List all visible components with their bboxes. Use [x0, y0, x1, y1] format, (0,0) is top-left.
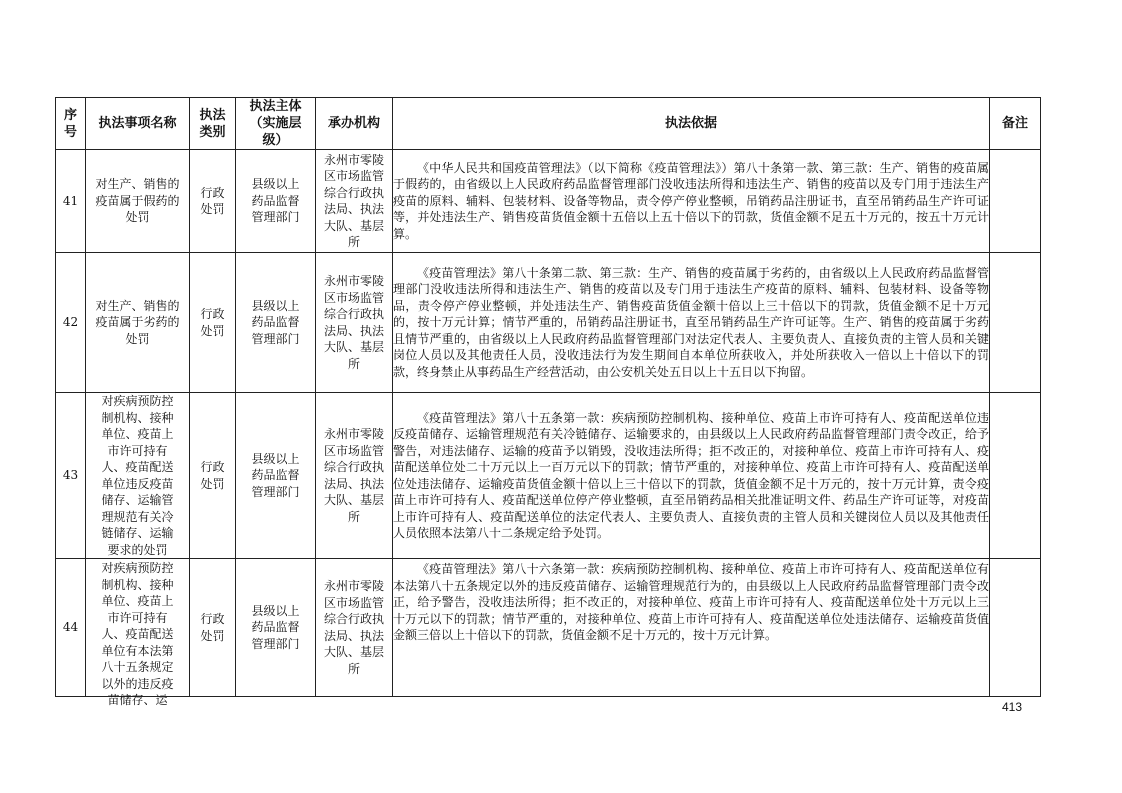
- row-subject: 县级以上药品监督管理部门: [236, 559, 316, 697]
- row-basis: 《疫苗管理法》第八十六条第一款：疾病预防控制机构、接种单位、疫苗上市许可持有人、疫苗配送单位有本法第八十五条规定以外的违反疫苗储存、运输管理规范行为的，由县级以上人民政府药品监督管理部门责令改正，给予警告，没收违法所得；拒不改正的，对接种单位、疫苗上市许可持有人、疫苗配送单位处十万元以上三十万元以下的罚款；情节严重的，对接种单位、疫苗上市许可持有人、疫苗配送单位处违法储存、运输疫苗货值金额三倍以上十倍以下的罚款，货值金额不足十万元的，按十万元计算。: [393, 559, 990, 697]
- row-subject: 县级以上药品监督管理部门: [236, 253, 316, 393]
- row-seq: 41: [56, 150, 86, 253]
- row-type: 行政处罚: [190, 559, 236, 697]
- row-seq: 44: [56, 559, 86, 697]
- row-agency: 永州市零陵区市场监管综合行政执法局、执法大队、基层所: [316, 150, 393, 253]
- row-agency: 永州市零陵区市场监管综合行政执法局、执法大队、基层所: [316, 253, 393, 393]
- row-name: 对疾病预防控制机构、接种单位、疫苗上市许可持有人、疫苗配送单位有本法第八十五条规定以外的违反疫苗储存、运: [101, 561, 174, 707]
- header-note: 备注: [990, 98, 1041, 150]
- header-subject: 执法主体（实施层级）: [236, 98, 316, 150]
- row-subject: 县级以上药品监督管理部门: [236, 150, 316, 253]
- table-row: [56, 559, 1041, 697]
- table-header-row: [56, 98, 1041, 150]
- table-row: [56, 253, 1041, 393]
- table-row: [56, 150, 1041, 253]
- row-basis: 《中华人民共和国疫苗管理法》（以下简称《疫苗管理法》）第八十条第一款、第三款：生产、销售的疫苗属于假药的，由省级以上人民政府药品监督管理部门没收违法所得和违法生产、销售的疫苗以及专门用于违法生产疫苗的原料、辅料、包装材料、设备等物品，责令停产停业整顿，吊销药品注册证书，直至吊销药品生产许可证等，并处违法生产、销售疫苗货值金额十五倍以上五十倍以下的罚款，货值金额不足五十万元的，按五十万元计算。: [393, 150, 990, 253]
- page-number: 413: [1002, 700, 1023, 714]
- row-subject: 县级以上药品监督管理部门: [236, 393, 316, 559]
- header-type: 执法类别: [190, 98, 236, 150]
- row-basis: 《疫苗管理法》第八十条第二款、第三款：生产、销售的疫苗属于劣药的，由省级以上人民政府药品监督管理部门没收违法所得和违法生产、销售的疫苗以及专门用于违法生产疫苗的原料、辅料、包装材料、设备等物品，责令停产停业整顿，并处违法生产、销售疫苗货值金额十倍以上三十倍以下的罚款，货值金额不足十万元的，按十万元计算；情节严重的，吊销药品注册证书，直至吊销药品生产许可证等。生产、销售的疫苗属于劣药且情节严重的，由省级以上人民政府药品监督管理部门对法定代表人、主要负责人、直接负责的主管人员和关键岗位人员以及其他责任人员，没收违法行为发生期间自本单位所获收入，并处所获收入一倍以上十倍以下的罚款，终身禁止从事药品生产经营活动，由公安机关处五日以上十五日以下拘留。: [393, 253, 990, 393]
- row-note: [990, 253, 1041, 393]
- table-row: [56, 393, 1041, 559]
- row-basis: 《疫苗管理法》第八十五条第一款：疾病预防控制机构、接种单位、疫苗上市许可持有人、疫苗配送单位违反疫苗储存、运输管理规范有关冷链储存、运输要求的，由县级以上人民政府药品监督管理部门责令改正，给予警告，对违法储存、运输的疫苗予以销毁，没收违法所得；拒不改正的，对接种单位、疫苗上市许可持有人、疫苗配送单位处二十万元以上一百万元以下的罚款；情节严重的，对接种单位、疫苗上市许可持有人、疫苗配送单位处违法储存、运输疫苗货值金额十倍以上三十倍以下的罚款，货值金额不足十万元的，按十万元计算，责令疫苗上市许可持有人、疫苗配送单位停产停业整顿，直至吊销药品相关批准证明文件、药品生产许可证等，对疫苗上市许可持有人、疫苗配送单位的法定代表人、主要负责人、直接负责的主管人员和关键岗位人员以及其他责任人员依照本法第八十二条规定给予处罚。: [393, 393, 990, 559]
- row-name: 对生产、销售的疫苗属于劣药的处罚: [86, 253, 190, 393]
- header-agency: 承办机构: [316, 98, 393, 150]
- row-name: 对生产、销售的疫苗属于假药的处罚: [86, 150, 190, 253]
- row-agency: 永州市零陵区市场监管综合行政执法局、执法大队、基层所: [316, 393, 393, 559]
- row-type: 行政处罚: [190, 253, 236, 393]
- row-agency: 永州市零陵区市场监管综合行政执法局、执法大队、基层所: [316, 559, 393, 697]
- row-note: [990, 393, 1041, 559]
- row-note: [990, 150, 1041, 253]
- header-name: 执法事项名称: [86, 98, 190, 150]
- row-seq: 42: [56, 253, 86, 393]
- row-type: 行政处罚: [190, 393, 236, 559]
- row-note: [990, 559, 1041, 697]
- header-seq: 序号: [56, 98, 86, 150]
- row-seq: 43: [56, 393, 86, 559]
- row-name: 对疾病预防控制机构、接种单位、疫苗上市许可持有人、疫苗配送单位违反疫苗储存、运输管理规范有关冷链储存、运输要求的处罚: [86, 393, 190, 559]
- row-type: 行政处罚: [190, 150, 236, 253]
- header-basis: 执法依据: [393, 98, 990, 150]
